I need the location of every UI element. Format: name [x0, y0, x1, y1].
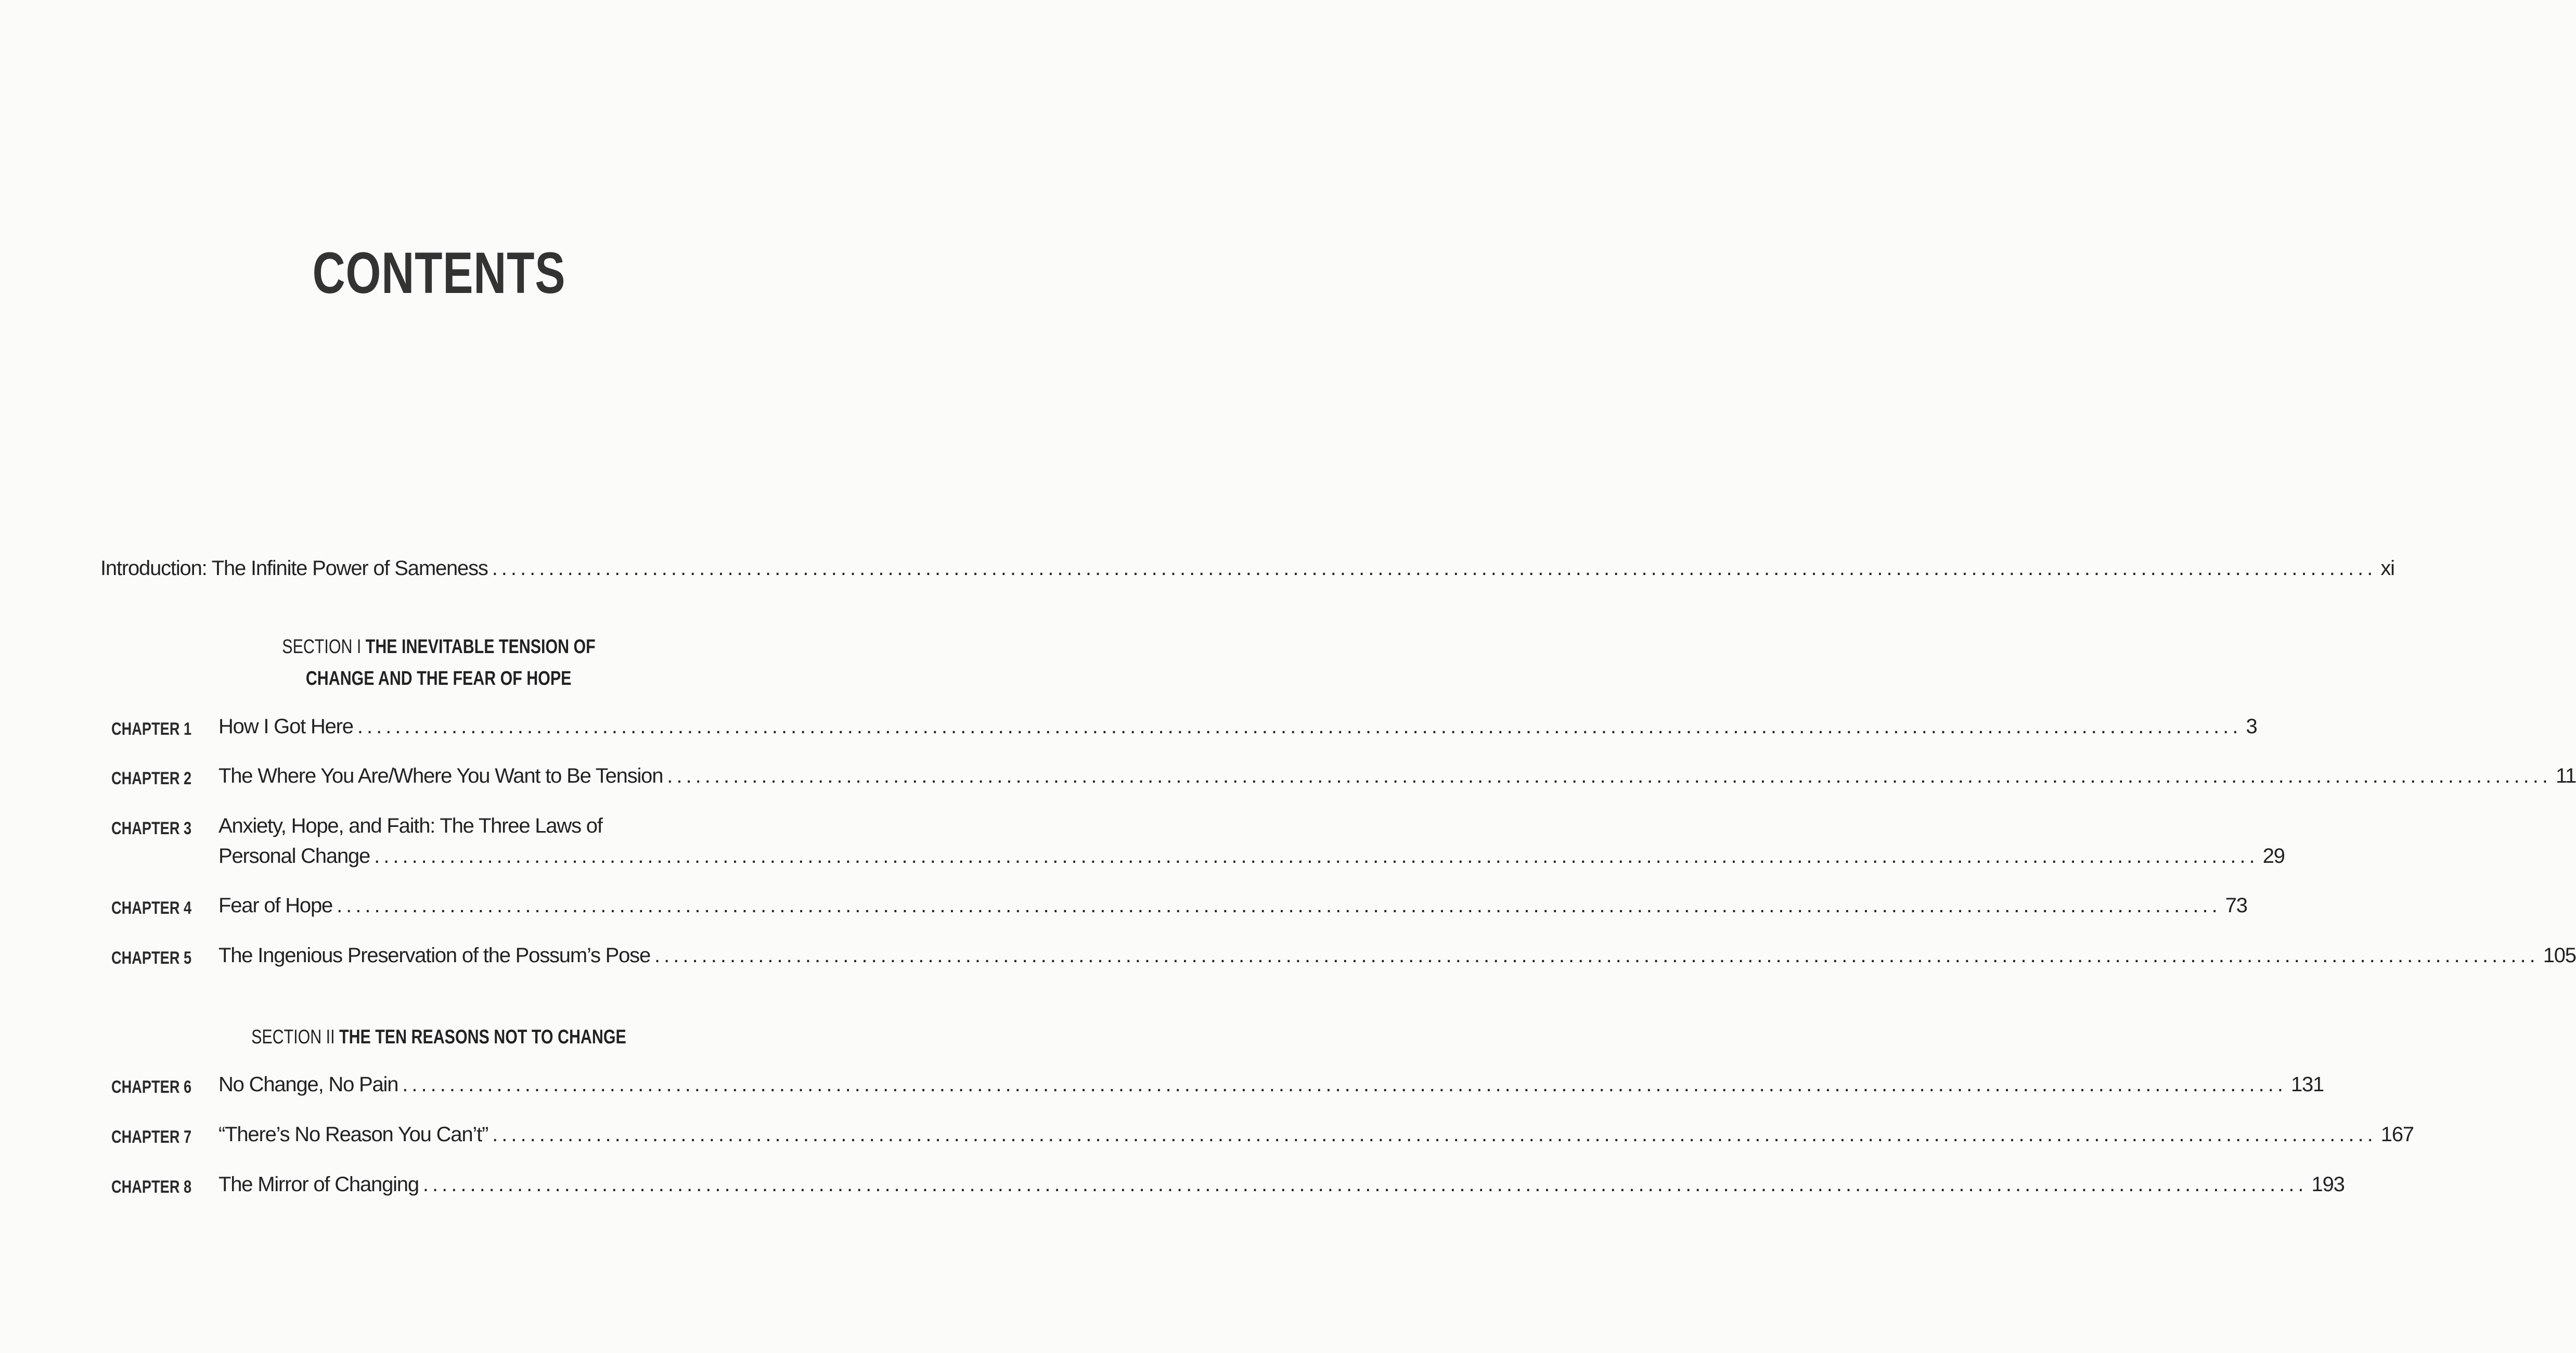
dot-leader: ........................................................................................................................................................................................................	[492, 557, 2377, 580]
dot-leader: ........................................................................................................................................................................................................	[357, 715, 2242, 738]
toc-entry[interactable]: “There’s No Reason You Can’t” ........................................................................................................................................................................................................ 167	[218, 1123, 2414, 1146]
chapter-label: CHAPTER 4	[111, 898, 192, 918]
section-heading: SECTION I THE INEVITABLE TENSION OF	[282, 636, 596, 658]
dot-leader: ........................................................................................................................................................................................................	[492, 1123, 2377, 1146]
toc-entry[interactable]: The Ingenious Preservation of the Possum’s Pose ........................................................................................................................................................................................................ 105	[218, 944, 2576, 967]
toc-entry[interactable]: The Mirror of Changing ........................................................................................................................................................................................................ 193	[218, 1173, 2345, 1196]
toc-entry-introduction[interactable]	[100, 557, 2394, 580]
section-heading-line2: CHANGE AND THE FEAR OF HOPE	[306, 668, 572, 690]
chapter-label: CHAPTER 3	[111, 819, 192, 838]
chapter-label: CHAPTER 6	[111, 1077, 192, 1097]
page-title: CONTENTS	[312, 240, 565, 305]
chapter-label: CHAPTER 5	[111, 948, 192, 968]
dot-leader: ........................................................................................................................................................................................................	[337, 894, 2221, 917]
chapter-label: CHAPTER 2	[111, 769, 192, 788]
chapter-label: CHAPTER 8	[111, 1177, 192, 1197]
entry-title: Introduction: The Infinite Power of Sameness	[100, 557, 488, 580]
dot-leader: ........................................................................................................................................................................................................	[667, 764, 2552, 787]
toc-entry[interactable]: Fear of Hope ........................................................................................................................................................................................................ 73	[218, 894, 2247, 917]
entry-title-line1: Anxiety, Hope, and Faith: The Three Laws of	[218, 814, 602, 837]
toc-entry[interactable]: The Where You Are/Where You Want to Be Tension ........................................................................................................................................................................................................ 11	[218, 764, 2576, 787]
toc-entry[interactable]: Personal Change ........................................................................................................................................................................................................ 29	[218, 845, 2285, 867]
chapter-label: CHAPTER 7	[111, 1127, 192, 1147]
toc-entry[interactable]: No Change, No Pain ........................................................................................................................................................................................................ 131	[218, 1073, 2324, 1096]
dot-leader: ........................................................................................................................................................................................................	[402, 1073, 2287, 1096]
chapter-label: CHAPTER 1	[111, 719, 192, 739]
dot-leader: ........................................................................................................................................................................................................	[654, 944, 2539, 967]
toc-entry[interactable]: How I Got Here ........................................................................................................................................................................................................ 3	[218, 715, 2257, 738]
dot-leader: ........................................................................................................................................................................................................	[422, 1173, 2308, 1196]
dot-leader: ........................................................................................................................................................................................................	[374, 845, 2259, 867]
entry-page: xi	[2380, 557, 2394, 580]
section-heading: SECTION II THE TEN REASONS NOT TO CHANGE	[251, 1026, 626, 1048]
